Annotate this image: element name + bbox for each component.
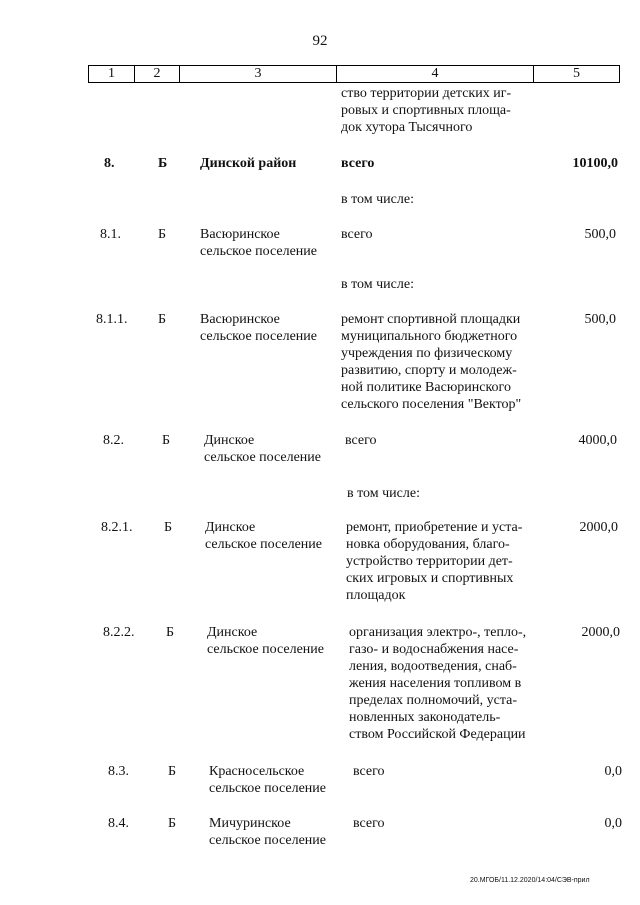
name-line: Васюринское xyxy=(200,227,280,242)
desc-line: новленных законодатель- xyxy=(349,710,501,725)
column-number-4: 4 xyxy=(337,66,534,83)
row-number: 8.1.1. xyxy=(96,312,128,327)
name-line: сельское поселение xyxy=(200,244,317,259)
row-amount: 4000,0 xyxy=(578,433,617,448)
desc-line: площадок xyxy=(346,588,406,603)
desc-line: развитию, спорту и молодеж- xyxy=(341,363,517,378)
row-number: 8.4. xyxy=(108,816,129,831)
row-number: 8.2. xyxy=(103,433,124,448)
subheader-in-that-number: в том числе: xyxy=(347,486,420,501)
row-name xyxy=(200,226,317,260)
name-line: Динское xyxy=(207,625,258,640)
row-description: всего xyxy=(341,227,373,242)
desc-line: ство территории детских иг- xyxy=(341,86,512,101)
desc-line: ских игровых и спортивных xyxy=(346,571,514,586)
row-category: Б xyxy=(162,433,171,448)
desc-line: ством Российской Федерации xyxy=(349,727,526,742)
desc-line: сельского поселения "Вектор" xyxy=(341,397,522,412)
row-description: всего xyxy=(353,816,385,831)
desc-line: жения населения топливом в xyxy=(349,676,522,691)
row-name xyxy=(205,519,322,553)
row-amount: 10100,0 xyxy=(572,156,618,171)
row-description: всего xyxy=(353,764,385,779)
row-category: Б xyxy=(168,816,177,831)
row-category: Б xyxy=(158,312,167,327)
desc-line: газо- и водоснабжения насе- xyxy=(349,642,519,657)
row-category: Б xyxy=(158,227,167,242)
name-line: сельское поселение xyxy=(209,833,326,848)
row-number: 8. xyxy=(104,156,115,171)
column-number-2: 2 xyxy=(135,66,180,83)
name-line: сельское поселение xyxy=(209,781,326,796)
row-name xyxy=(207,624,324,658)
row-number: 8.3. xyxy=(108,764,129,779)
desc-line: ремонт спортивной площадки xyxy=(341,312,521,327)
page-number: 92 xyxy=(312,33,328,49)
name-line: сельское поселение xyxy=(205,537,322,552)
desc-line: организация электро-, тепло-, xyxy=(349,625,527,640)
column-number-3: 3 xyxy=(180,66,337,83)
row-description xyxy=(346,519,540,604)
row-amount: 500,0 xyxy=(584,312,616,327)
desc-line: новка оборудования, благо- xyxy=(346,537,510,552)
desc-line: док хутора Тысячного xyxy=(341,120,473,135)
row-number: 8.2.2. xyxy=(103,625,135,640)
row-name xyxy=(209,815,326,849)
row-description: всего xyxy=(341,156,375,171)
row-number: 8.1. xyxy=(100,227,121,242)
name-line: Мичуринское xyxy=(209,816,291,831)
column-header-row xyxy=(88,65,620,83)
subheader-in-that-number: в том числе: xyxy=(341,277,414,292)
name-line: сельское поселение xyxy=(200,329,317,344)
row-amount: 2000,0 xyxy=(581,625,620,640)
footer-document-code: 20.МГОБ/11.12.2020/14:04/СЭВ-прил xyxy=(470,877,590,884)
row-name xyxy=(204,432,321,466)
row-name xyxy=(200,311,317,345)
column-number-1: 1 xyxy=(89,66,135,83)
row-description xyxy=(341,311,540,413)
row-number: 8.2.1. xyxy=(101,520,133,535)
desc-line: муниципального бюджетного xyxy=(341,329,518,344)
row-amount: 0,0 xyxy=(604,816,622,831)
desc-line: ровых и спортивных площа- xyxy=(341,103,511,118)
row-category: Б xyxy=(166,625,175,640)
name-line: сельское поселение xyxy=(204,450,321,465)
desc-line: ной политике Васюринского xyxy=(341,380,511,395)
row-category: Б xyxy=(164,520,173,535)
desc-line: ремонт, приобретение и уста- xyxy=(346,520,523,535)
column-number-5: 5 xyxy=(534,66,620,83)
desc-line: устройство территории дет- xyxy=(346,554,513,569)
name-line: Динское xyxy=(204,433,255,448)
row-category: Б xyxy=(168,764,177,779)
row-category: Б xyxy=(158,156,168,171)
name-line: Красносельское xyxy=(209,764,305,779)
subheader-in-that-number: в том числе: xyxy=(341,192,414,207)
row-description: всего xyxy=(345,433,377,448)
name-line: сельское поселение xyxy=(207,642,324,657)
desc-line: пределах полномочий, уста- xyxy=(349,693,517,708)
row-amount: 500,0 xyxy=(584,227,616,242)
row-amount: 2000,0 xyxy=(579,520,618,535)
continuation-description xyxy=(341,85,533,136)
row-name xyxy=(209,763,326,797)
row-description xyxy=(349,624,541,743)
row-name: Динской район xyxy=(200,156,297,171)
desc-line: ления, водоотведения, снаб- xyxy=(349,659,517,674)
desc-line: учреждения по физическому xyxy=(341,346,513,361)
name-line: Динское xyxy=(205,520,256,535)
row-amount: 0,0 xyxy=(604,764,622,779)
name-line: Васюринское xyxy=(200,312,280,327)
